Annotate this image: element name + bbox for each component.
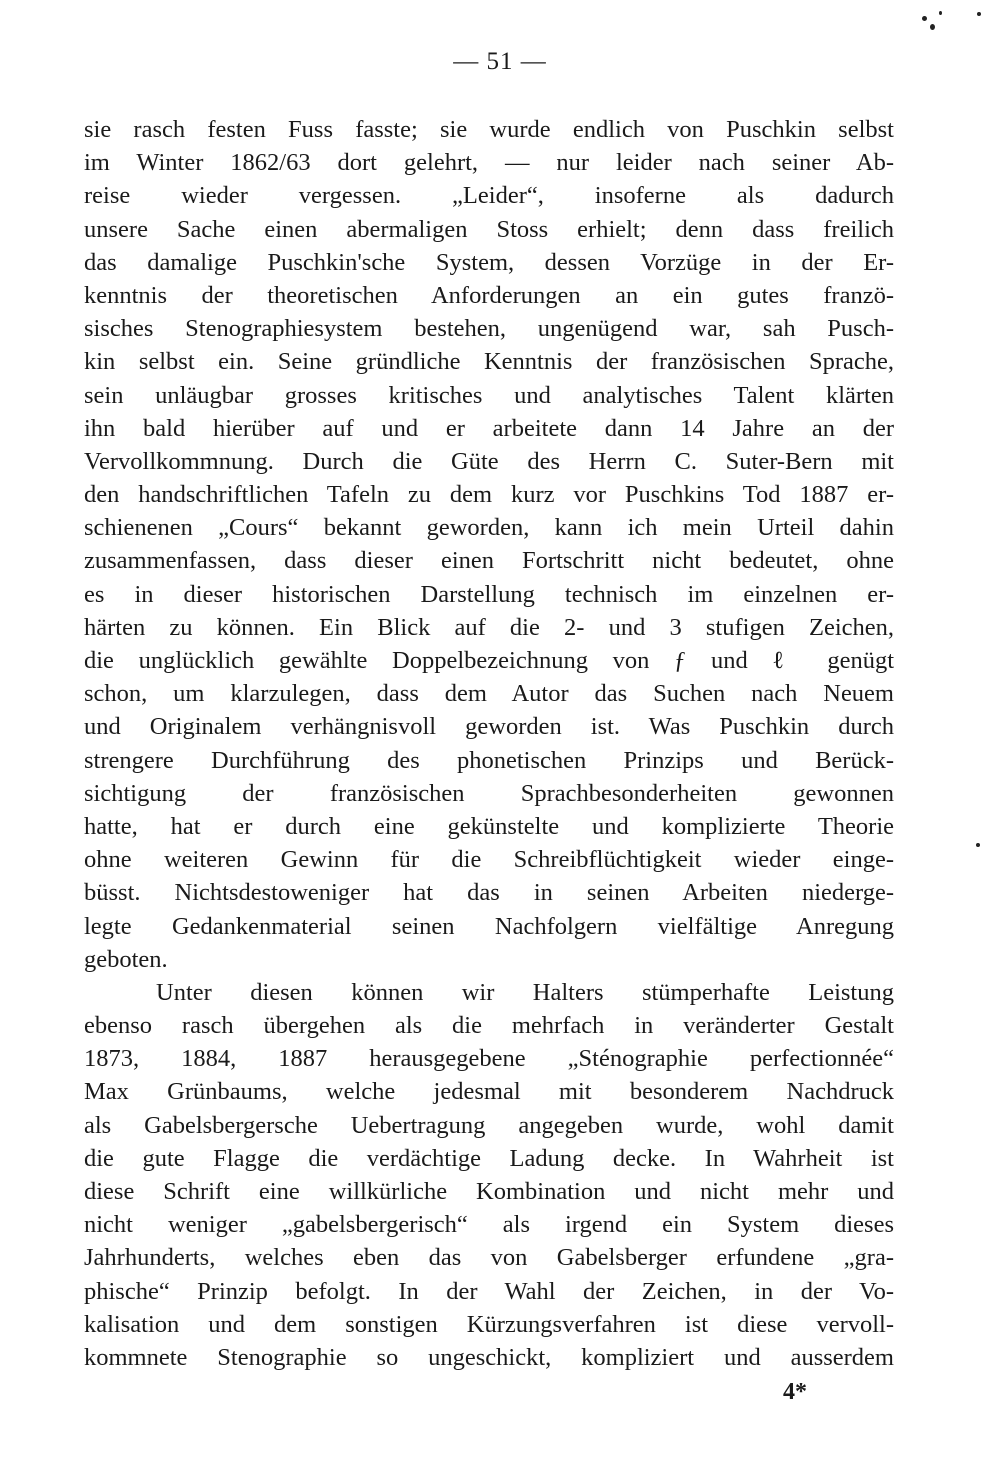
text-line: 1873, 1884, 1887 herausgegebene „Sténographie perfectionnée“ <box>84 1045 894 1073</box>
text-line: den handschriftlichen Tafeln zu dem kurz vor Puschkins Tod 1887 er- <box>84 481 894 509</box>
text-line: kalisation und dem sonstigen Kürzungsverfahren ist diese vervoll- <box>84 1310 894 1338</box>
ink-speck <box>939 11 942 15</box>
text-line: Jahrhunderts, welches eben das von Gabelsberger erfundene „gra- <box>84 1244 894 1272</box>
text-line: ebenso rasch übergehen als die mehrfach in veränderter Gestalt <box>84 1012 894 1040</box>
text-line: schon, um klarzulegen, dass dem Autor das Suchen nach Neuem <box>84 680 894 708</box>
text-line: strengere Durchführung des phonetischen Prinzips und Berück- <box>84 746 894 774</box>
page-number: — 51 — <box>453 48 547 75</box>
ink-speck <box>930 24 935 30</box>
text-line: sichtigung der französischen Sprachbesonderheiten gewonnen <box>84 779 894 807</box>
text-line: Vervollkommnung. Durch die Güte des Herrn C. Suter-Bern mit <box>84 447 894 475</box>
text-line: hatte, hat er durch eine gekünstelte und komplizierte Theorie <box>84 812 894 840</box>
text-line: sisches Stenographiesystem bestehen, ungenügend war, sah Pusch- <box>84 315 894 343</box>
text-line: das damalige Puschkin'sche System, dessen Vorzüge in der Er- <box>84 248 894 276</box>
text-line: geboten. <box>84 945 168 973</box>
text-line: sie rasch festen Fuss fasste; sie wurde endlich von Puschkin selbst <box>84 116 894 143</box>
ink-speck <box>977 12 981 16</box>
text-line: nicht weniger „gabelsbergerisch“ als irgend ein System dieses <box>84 1211 894 1239</box>
ink-speck <box>922 16 927 21</box>
text-line: phische“ Prinzip befolgt. In der Wahl der Zeichen, in der Vo- <box>84 1277 894 1305</box>
text-line: härten zu können. Ein Blick auf die 2- und 3 stufigen Zeichen, <box>84 613 894 641</box>
text-line: ohne weiteren Gewinn für die Schreibflüchtigkeit wieder einge- <box>84 846 894 874</box>
text-line: unsere Sache einen abermaligen Stoss erhielt; denn dass freilich <box>84 215 894 243</box>
body-text <box>84 113 894 1374</box>
text-line: Unter diesen können wir Halters stümperhafte Leistung <box>156 978 894 1006</box>
text-line: schienenen „Cours“ bekannt geworden, kann ich mein Urteil dahin <box>84 514 894 542</box>
text-line: die gute Flagge die verdächtige Ladung decke. In Wahrheit ist <box>84 1144 894 1172</box>
text-line: ihn bald hierüber auf und er arbeitete dann 14 Jahre an der <box>84 414 894 442</box>
text-line: kenntnis der theoretischen Anforderungen an ein gutes franzö- <box>84 281 894 309</box>
text-line: es in dieser historischen Darstellung technisch im einzelnen er- <box>84 580 894 608</box>
text-line: büsst. Nichtsdestoweniger hat das in seinen Arbeiten niederge- <box>84 879 894 907</box>
text-line: kin selbst ein. Seine gründliche Kenntnis der französischen Sprache, <box>84 348 894 376</box>
text-line: kommnete Stenographie so ungeschickt, kompliziert und ausserdem <box>84 1343 894 1371</box>
text-line: zusammenfassen, dass dieser einen Fortschritt nicht bedeutet, ohne <box>84 547 894 575</box>
signature-mark: 4* <box>783 1379 807 1405</box>
text-line: reise wieder vergessen. „Leider“, insoferne als dadurch <box>84 182 894 210</box>
ink-speck <box>976 843 980 847</box>
text-line: Max Grünbaums, welche jedesmal mit besonderem Nachdruck <box>84 1078 894 1106</box>
text-line: die unglücklich gewählte Doppelbezeichnung von ƒ und ℓ genügt <box>84 647 894 674</box>
text-line: als Gabelsbergersche Uebertragung angegeben wurde, wohl damit <box>84 1111 894 1139</box>
text-line: legte Gedankenmaterial seinen Nachfolgern vielfältige Anregung <box>84 912 894 940</box>
text-line: sein unläugbar grosses kritisches und analytisches Talent klärten <box>84 381 894 409</box>
text-line: im Winter 1862/63 dort gelehrt, — nur leider nach seiner Ab- <box>84 149 894 177</box>
text-line: diese Schrift eine willkürliche Kombination und nicht mehr und <box>84 1178 894 1205</box>
text-line: und Originalem verhängnisvoll geworden ist. Was Puschkin durch <box>84 713 894 741</box>
